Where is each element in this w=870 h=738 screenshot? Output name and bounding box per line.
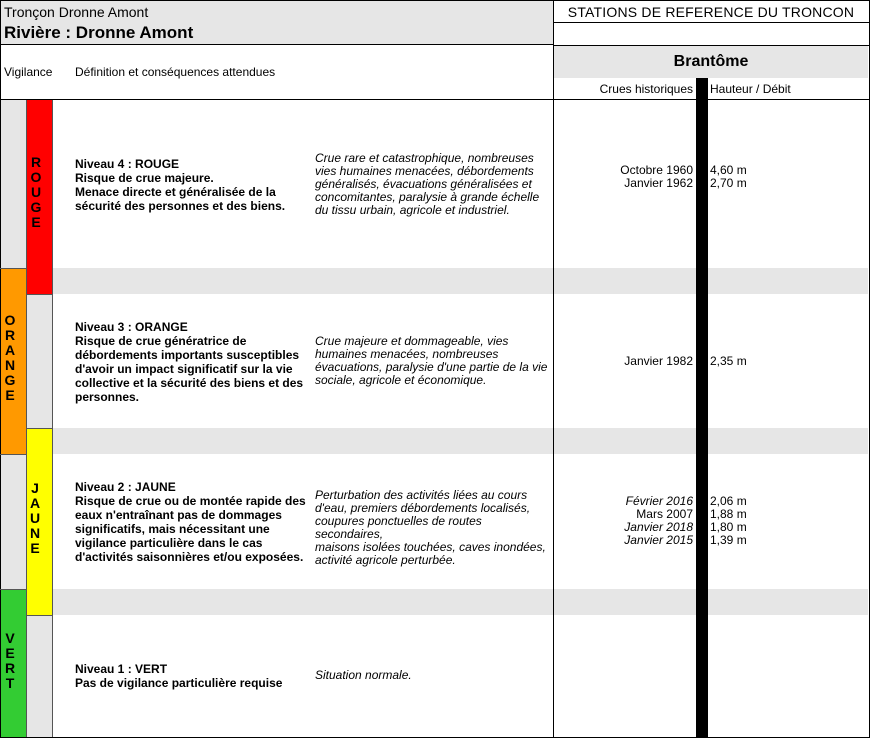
- hauteur-debit-head: Hauteur / Débit: [710, 82, 791, 96]
- letter: J: [31, 480, 39, 496]
- crue-date: Mars 2007: [636, 507, 693, 521]
- crue-date: Janvier 1962: [624, 176, 693, 190]
- level-3-consequences: [315, 335, 553, 387]
- level-title: Niveau 1 : VERT: [75, 662, 168, 676]
- border-line: [0, 44, 553, 45]
- level-1-consequences: [315, 669, 553, 682]
- level-title: Niveau 3 : ORANGE: [75, 320, 188, 334]
- crue-date: Janvier 2015: [624, 533, 693, 547]
- level-title: Niveau 2 : JAUNE: [75, 480, 176, 494]
- border-line: [0, 454, 27, 455]
- border-line: [0, 99, 870, 100]
- border-line: [52, 100, 53, 737]
- border-line: [0, 589, 27, 590]
- crues-historiques-head: Crues historiques: [599, 82, 693, 96]
- definition-column-head: Définition et conséquences attendues: [75, 65, 276, 79]
- letter: E: [31, 214, 41, 230]
- consequence-line: Crue majeure et dommageable, vies: [315, 334, 509, 348]
- rouge-letters: [26, 155, 46, 230]
- letter: U: [29, 510, 41, 526]
- definition-line: Risque de crue ou de montée rapide des: [75, 494, 306, 508]
- troncon-label: Tronçon Dronne Amont: [4, 4, 149, 20]
- consequence-line: du tissu urbain, agricole et industriel.: [315, 203, 510, 217]
- crue-value: 2,06 m: [710, 494, 747, 508]
- letter: O: [30, 169, 42, 185]
- crue-value: 1,80 m: [710, 520, 747, 534]
- consequence-line: concomitantes, paralysie à grande échelle: [315, 190, 540, 204]
- border-line: [553, 0, 554, 738]
- letter: A: [4, 342, 16, 358]
- definition-line: Pas de vigilance particulière requise: [75, 676, 283, 690]
- separator-band: [52, 268, 868, 294]
- orange-letters: [0, 313, 20, 403]
- letter: G: [4, 372, 16, 388]
- border-line: [26, 294, 53, 295]
- definition-line: personnes.: [75, 390, 140, 404]
- definition-line: Risque de crue génératrice de: [75, 334, 247, 348]
- level-title: Niveau 4 : ROUGE: [75, 157, 180, 171]
- letter: V: [5, 630, 15, 646]
- letter: N: [4, 357, 16, 373]
- letter: R: [30, 154, 42, 170]
- level-4-consequences: [315, 152, 553, 217]
- crue-date: Janvier 1982: [624, 354, 693, 368]
- consequence-line: coupures ponctuelles de routes secondaires,: [315, 514, 482, 541]
- definition-line: vigilance particulière dans le cas: [75, 536, 263, 550]
- vigilance-column-head: Vigilance: [4, 65, 53, 79]
- letter: E: [5, 387, 15, 403]
- letter: N: [29, 525, 41, 541]
- vert-letters: [0, 631, 20, 691]
- crue-date: Janvier 2018: [624, 520, 693, 534]
- border-line: [0, 0, 870, 1]
- definition-line: Risque de crue majeure.: [75, 171, 214, 185]
- level-3-definition: [75, 320, 310, 404]
- consequence-line: maisons isolées touchées, caves inondées,: [315, 540, 546, 554]
- letter: E: [30, 540, 40, 556]
- consequence-line: vies humaines menacées, débordements: [315, 164, 534, 178]
- crue-value: 2,35 m: [710, 354, 747, 368]
- level-4-definition: [75, 157, 310, 213]
- outer-cell-grey: [1, 100, 26, 268]
- consequence-line: d'eau, premiers débordements localisés,: [315, 501, 531, 515]
- level-1-definition: [75, 662, 310, 690]
- letter: G: [30, 199, 42, 215]
- consequence-line: évacuations, paralysie d'une partie de la vie: [315, 360, 548, 374]
- letter: R: [4, 327, 16, 343]
- consequence-line: sociale, agricole et économique.: [315, 373, 487, 387]
- letter: R: [4, 660, 16, 676]
- crue-date: Octobre 1960: [620, 163, 693, 177]
- consequence-line: Crue rare et catastrophique, nombreuses: [315, 151, 534, 165]
- consequence-line: Situation normale.: [315, 668, 412, 682]
- consequence-line: généralisés, évacuations généralisées et: [315, 177, 532, 191]
- outer-cell-grey: [1, 454, 26, 589]
- level-2-consequences: [315, 489, 553, 567]
- level-2-definition: [75, 480, 310, 564]
- separator-band: [52, 589, 868, 615]
- stations-title: STATIONS DE REFERENCE DU TRONCON: [567, 4, 855, 20]
- station-column-divider: [696, 78, 708, 738]
- definition-line: d'activités saisonnières et/ou exposées.: [75, 550, 304, 564]
- definition-line: Menace directe et généralisée de la: [75, 185, 276, 199]
- letter: E: [5, 645, 15, 661]
- crue-value: 1,39 m: [710, 533, 747, 547]
- crue-value: 2,70 m: [710, 176, 747, 190]
- inner-cell-grey: [26, 615, 52, 737]
- crue-date: Février 2016: [625, 494, 693, 508]
- crue-value: 1,88 m: [710, 507, 747, 521]
- letter: O: [4, 312, 16, 328]
- station-name: Brantôme: [673, 53, 749, 70]
- riviere-title: Rivière : Dronne Amont: [4, 23, 194, 42]
- separator-band: [52, 428, 868, 454]
- letter: U: [30, 184, 42, 200]
- definition-line: sécurité des personnes et des biens.: [75, 199, 286, 213]
- border-line: [26, 615, 53, 616]
- inner-cell-grey: [26, 294, 52, 428]
- border-line: [26, 100, 27, 737]
- definition-line: d'avoir un impact significatif sur la vie: [75, 362, 293, 376]
- border-line: [0, 0, 1, 738]
- consequence-line: Perturbation des activités liées au cours: [315, 488, 528, 502]
- consequence-line: humaines menacées, nombreuses: [315, 347, 499, 361]
- crue-value: 4,60 m: [710, 163, 747, 177]
- jaune-letters: [26, 481, 44, 556]
- letter: T: [5, 675, 15, 691]
- border-line: [553, 45, 870, 46]
- definition-line: collective et la sécurité des biens et des: [75, 376, 304, 390]
- definition-line: débordements importants susceptibles: [75, 348, 300, 362]
- letter: A: [29, 495, 41, 511]
- border-line: [553, 22, 870, 23]
- border-line: [26, 428, 53, 429]
- consequence-line: activité agricole perturbée.: [315, 553, 456, 567]
- definition-line: significatifs, mais nécessitant une: [75, 522, 270, 536]
- definition-line: eaux n'entraînant pas de dommages: [75, 508, 282, 522]
- border-line: [0, 268, 27, 269]
